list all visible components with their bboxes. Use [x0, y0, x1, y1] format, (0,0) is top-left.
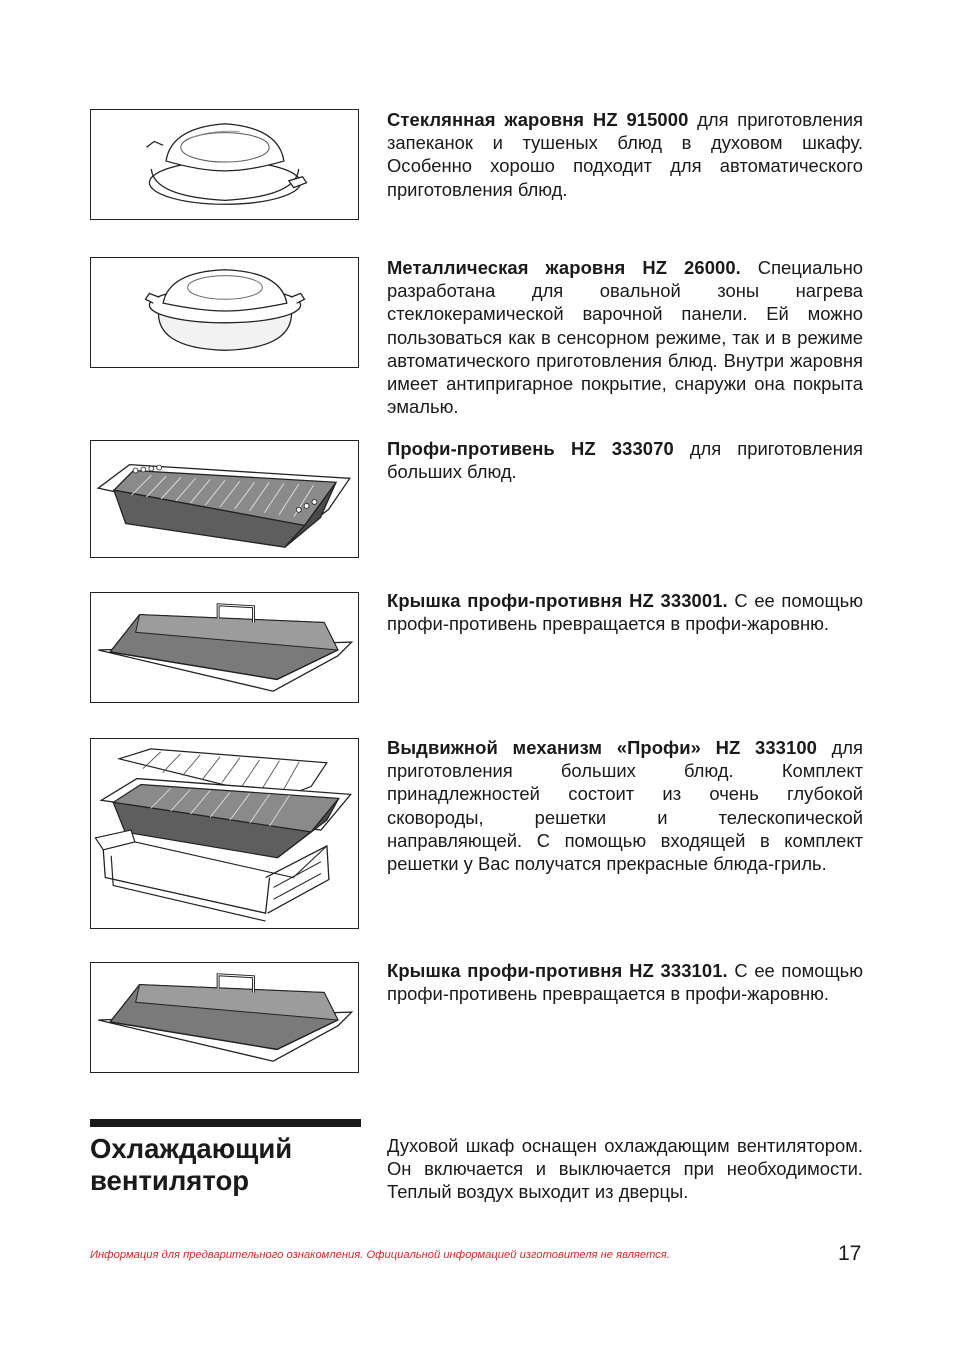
- glass-roaster-image: [90, 109, 359, 220]
- disclaimer: Информация для предварительного ознакомления. Официальной информацией изготовителя не является.: [90, 1249, 670, 1261]
- glass-roaster-description: Стеклянная жаровня HZ 915000 для приготовления запеканок и тушеных блюд в духовом шкафу. Особенно хорошо подходит для автоматического приготовления блюд.: [387, 109, 863, 200]
- profi-tray-image: [90, 440, 359, 558]
- section-title: Охлаждающий вентилятор: [90, 1133, 293, 1196]
- page-number: 17: [838, 1242, 862, 1265]
- profi-tray-lid-2-name: Крышка профи-противня HZ 333101.: [387, 960, 728, 981]
- telescopic-mechanism-image: [90, 738, 359, 929]
- profi-tray-name: Профи-противень HZ 333070: [387, 438, 674, 459]
- glass-roaster-name: Стеклянная жаровня HZ 915000: [387, 109, 689, 130]
- profi-tray-lid-description: Крышка профи-противня HZ 333001. С ее помощью профи-противень превращается в профи-жаровню.: [387, 590, 863, 635]
- metal-roaster-description: Металлическая жаровня HZ 26000. Специально разработана для овальной зоны нагрева стеклокерамической варочной панели. Ей можно пользоваться как в сенсорном режиме, так и в режиме автоматического приготовления блюд. Внутри жаровня имеет антипригарное покрытие, снаружи она покрыта эмалью.: [387, 257, 863, 418]
- profi-tray-lid-name: Крышка профи-противня HZ 333001.: [387, 590, 728, 611]
- telescopic-mechanism-name: Выдвижной механизм «Профи» HZ 333100: [387, 737, 817, 758]
- profi-tray-lid-image: [90, 592, 359, 703]
- profi-tray-description: Профи-противень HZ 333070 для приготовления больших блюд.: [387, 438, 863, 483]
- cooling-fan-description: Духовой шкаф оснащен охлаждающим вентилятором. Он включается и выключается при необходимости. Теплый воздух выходит из дверцы.: [387, 1135, 863, 1203]
- metal-roaster-name: Металлическая жаровня HZ 26000.: [387, 257, 741, 278]
- telescopic-mechanism-description: Выдвижной механизм «Профи» HZ 333100 для приготовления больших блюд. Комплект принадлежностей состоит из очень глубокой сковороды, решетки и телескопической направляющей. С помощью входящей в комплект решетки у Вас получатся прекрасные блюда-гриль.: [387, 737, 863, 875]
- section-divider: [90, 1119, 361, 1127]
- profi-tray-lid-2-image: [90, 962, 359, 1073]
- metal-roaster-image: [90, 257, 359, 368]
- profi-tray-lid-2-description: Крышка профи-противня HZ 333101. С ее помощью профи-противень превращается в профи-жаровню.: [387, 960, 863, 1005]
